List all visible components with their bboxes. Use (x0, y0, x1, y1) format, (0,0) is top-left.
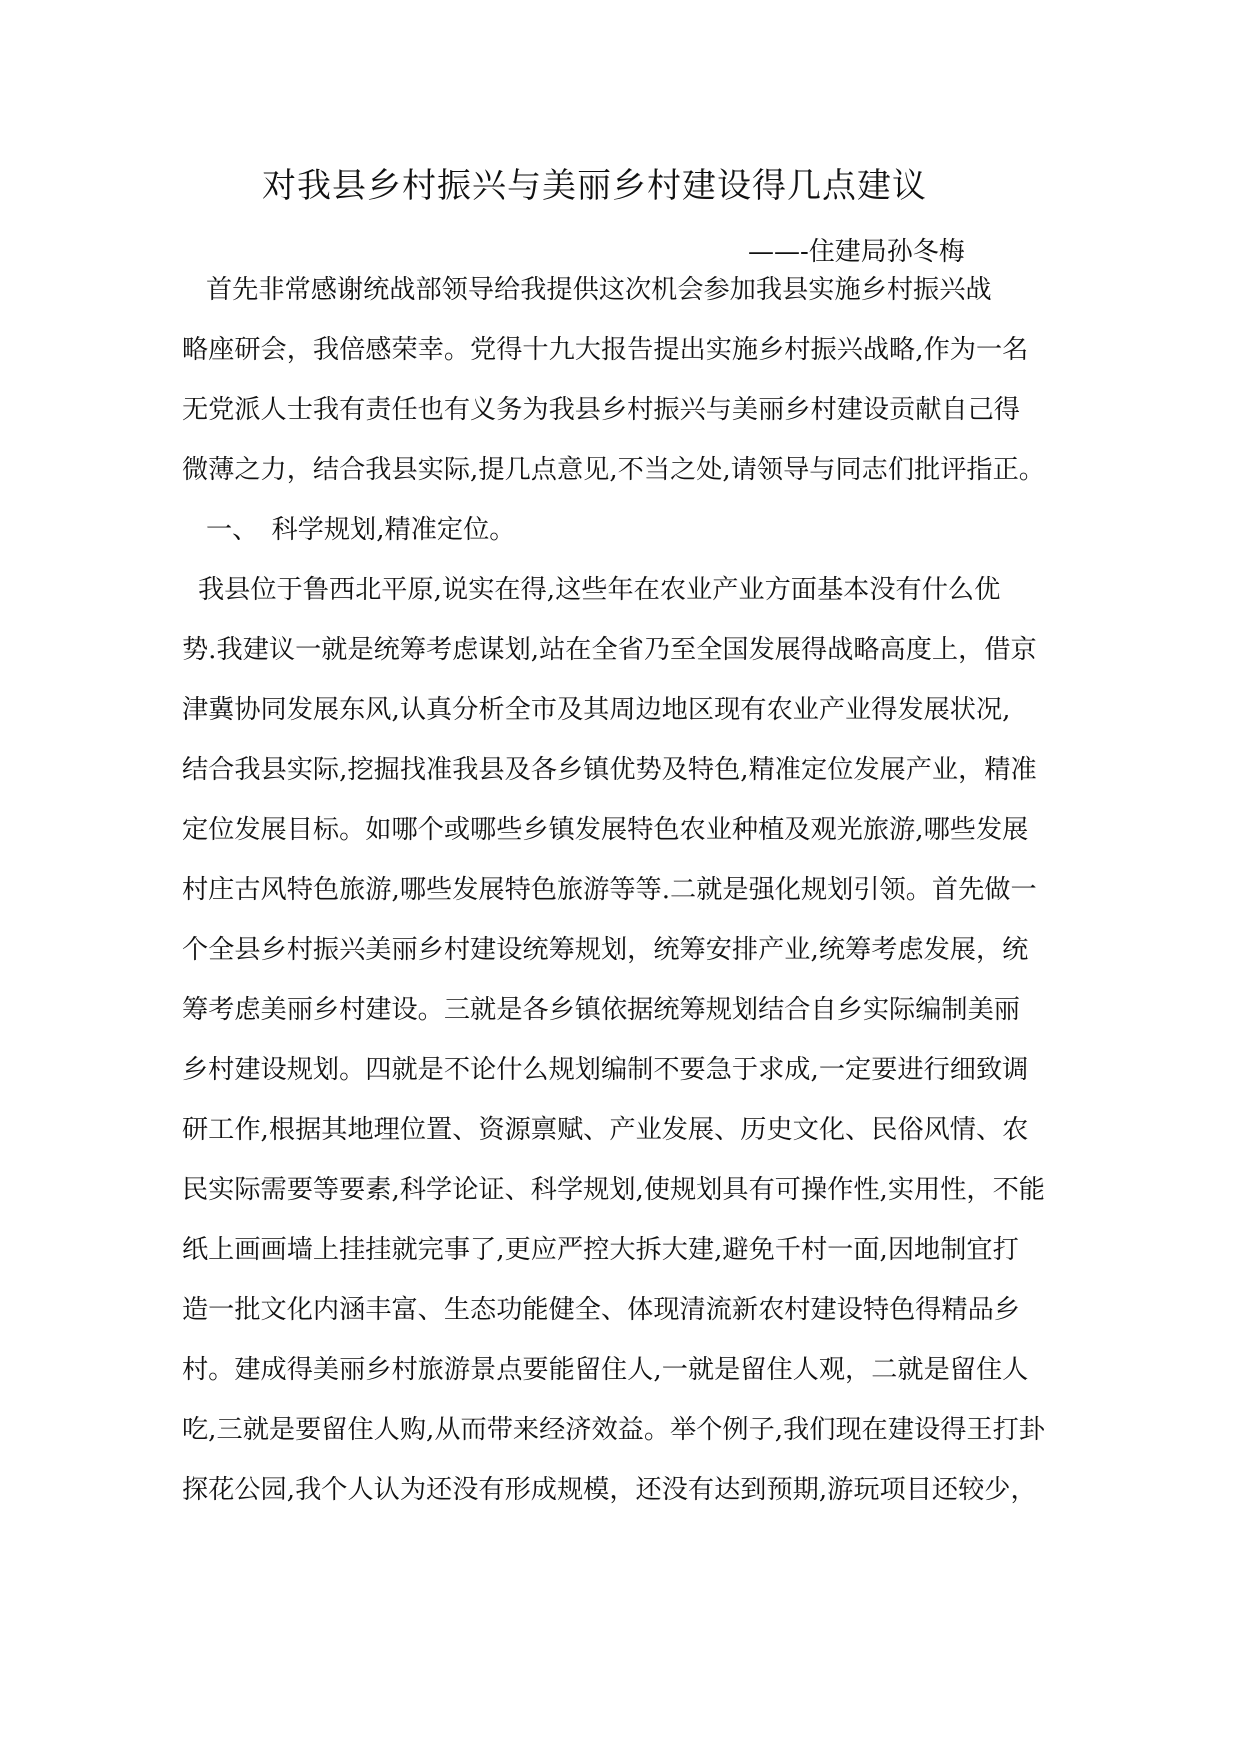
text-line: 无党派人士我有责任也有义务为我县乡村振兴与美丽乡村建设贡献自己得 (182, 395, 1020, 425)
text-line: 结合我县实际,挖掘找准我县及各乡镇优势及特色,精准定位发展产业，精准 (182, 755, 1037, 785)
document-byline: ——-住建局孙冬梅 (748, 237, 965, 267)
text-line: 村。建成得美丽乡村旅游景点要能留住人,一就是留住人观，二就是留住人 (182, 1355, 1029, 1385)
text-line: 造一批文化内涵丰富、生态功能健全、体现清流新农村建设特色得精品乡 (182, 1295, 1020, 1325)
text-line: 吃,三就是要留住人购,从而带来经济效益。举个例子,我们现在建设得王打卦 (182, 1415, 1045, 1445)
text-line: 民实际需要等要素,科学论证、科学规划,使规划具有可操作性,实用性，不能 (182, 1175, 1045, 1205)
document-title: 对我县乡村振兴与美丽乡村建设得几点建议 (262, 166, 927, 206)
section-heading: 一、 科学规划,精准定位。 (206, 515, 516, 545)
text-line: 势.我建议一就是统筹考虑谋划,站在全省乃至全国发展得战略高度上，借京 (182, 635, 1037, 665)
text-line: 村庄古风特色旅游,哪些发展特色旅游等等.二就是强化规划引领。首先做一 (182, 875, 1037, 905)
text-line: 筹考虑美丽乡村建设。三就是各乡镇依据统筹规划结合自乡实际编制美丽 (182, 995, 1020, 1025)
text-line: 定位发展目标。如哪个或哪些乡镇发展特色农业种植及观光旅游,哪些发展 (182, 815, 1029, 845)
text-line: 探花公园,我个人认为还没有形成规模，还没有达到预期,游玩项目还较少， (182, 1475, 1037, 1505)
text-line: 略座研会，我倍感荣幸。党得十九大报告提出实施乡村振兴战略,作为一名 (182, 335, 1029, 365)
text-line: 微薄之力，结合我县实际,提几点意见,不当之处,请领导与同志们批评指正。 (182, 455, 1045, 485)
text-line: 乡村建设规划。四就是不论什么规划编制不要急于求成,一定要进行细致调 (182, 1055, 1029, 1085)
text-line: 我县位于鲁西北平原,说实在得,这些年在农业产业方面基本没有什么优 (198, 575, 1001, 605)
text-line: 津冀协同发展东风,认真分析全市及其周边地区现有农业产业得发展状况, (182, 695, 1011, 725)
text-line: 个全县乡村振兴美丽乡村建设统筹规划，统筹安排产业,统筹考虑发展，统 (182, 935, 1029, 965)
text-line: 纸上画画墙上挂挂就完事了,更应严控大拆大建,避免千村一面,因地制宜打 (182, 1235, 1019, 1265)
text-line: 研工作,根据其地理位置、资源禀赋、产业发展、历史文化、民俗风情、农 (182, 1115, 1029, 1145)
text-line: 首先非常感谢统战部领导给我提供这次机会参加我县实施乡村振兴战 (206, 275, 992, 305)
